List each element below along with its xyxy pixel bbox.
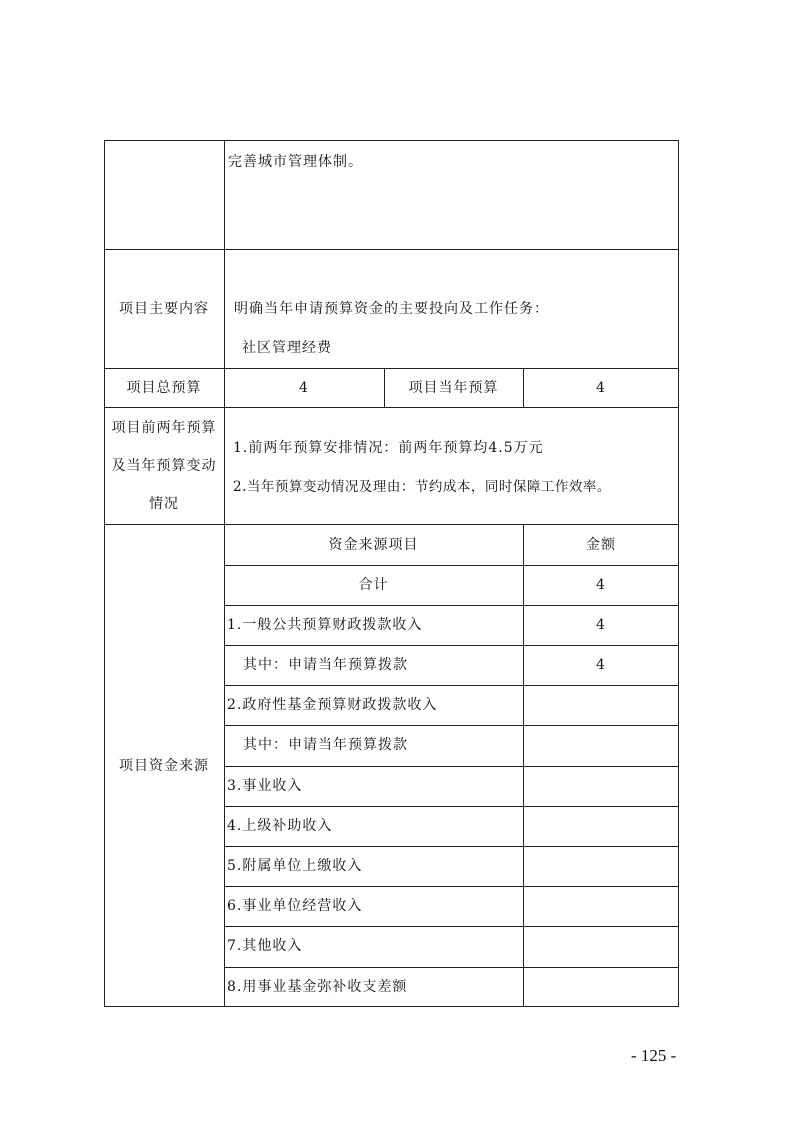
- main-content-label: 项目主要内容: [119, 301, 209, 317]
- row-divider: [224, 926, 679, 927]
- page-number: - 125 -: [631, 1046, 677, 1065]
- funding-header-item: 资金来源项目: [328, 537, 419, 553]
- change-label-line-2: 及当年预算变动: [111, 458, 217, 474]
- row-divider: [224, 565, 679, 566]
- row-divider: [224, 766, 679, 767]
- change-label-line-3: 情况: [149, 496, 179, 512]
- row-divider: [224, 685, 679, 686]
- funding-row-item: 3.事业收入: [227, 778, 303, 794]
- column-divider: [224, 140, 225, 1007]
- total-budget-label: 项目总预算: [126, 380, 202, 396]
- row-divider: [224, 725, 679, 726]
- row-divider: [104, 524, 679, 525]
- row-divider: [224, 645, 679, 646]
- change-line-1: 1.前两年预算安排情况：前两年预算均4.5万元: [233, 440, 544, 456]
- row-divider: [104, 368, 679, 369]
- change-line-2: 2.当年预算变动情况及理由：节约成本，同时保障工作效率。: [233, 479, 611, 495]
- funding-label: 项目资金来源: [119, 758, 209, 774]
- funding-row-item: 其中：申请当年预算拨款: [243, 657, 408, 673]
- main-content-line-1: 明确当年申请预算资金的主要投向及工作任务：: [234, 301, 549, 317]
- funding-row-item: 2.政府性基金预算财政拨款收入: [227, 697, 438, 713]
- row-divider: [224, 806, 679, 807]
- main-content-line-2: 社区管理经费: [242, 340, 332, 356]
- funding-row-item: 6.事业单位经营收入: [227, 898, 363, 914]
- funding-row-amount: 4: [596, 577, 606, 593]
- change-label-line-1: 项目前两年预算: [111, 420, 217, 436]
- current-budget-value: 4: [596, 380, 606, 396]
- column-divider: [523, 524, 524, 1007]
- funding-header-amount: 金额: [586, 537, 616, 553]
- row-divider: [104, 249, 679, 250]
- funding-row-item: 其中：申请当年预算拨款: [243, 737, 408, 753]
- current-budget-label: 项目当年预算: [408, 380, 499, 396]
- row-divider: [224, 605, 679, 606]
- funding-row-item: 5.附属单位上缴收入: [227, 858, 363, 874]
- top-row-text: 完善城市管理体制。: [228, 154, 363, 170]
- total-budget-value: 4: [299, 380, 309, 396]
- row-divider: [104, 407, 679, 408]
- funding-row-item: 合计: [358, 577, 389, 593]
- budget-table: [104, 140, 679, 1007]
- funding-row-item: 7.其他收入: [227, 938, 303, 954]
- row-divider: [224, 846, 679, 847]
- row-divider: [224, 967, 679, 968]
- funding-row-amount: 4: [596, 657, 606, 673]
- row-divider: [224, 886, 679, 887]
- funding-row-item: 4.上级补助收入: [227, 818, 333, 834]
- funding-row-item: 1.一般公共预算财政拨款收入: [227, 617, 423, 633]
- funding-row-item: 8.用事业基金弥补收支差额: [227, 979, 408, 995]
- funding-row-amount: 4: [596, 617, 606, 633]
